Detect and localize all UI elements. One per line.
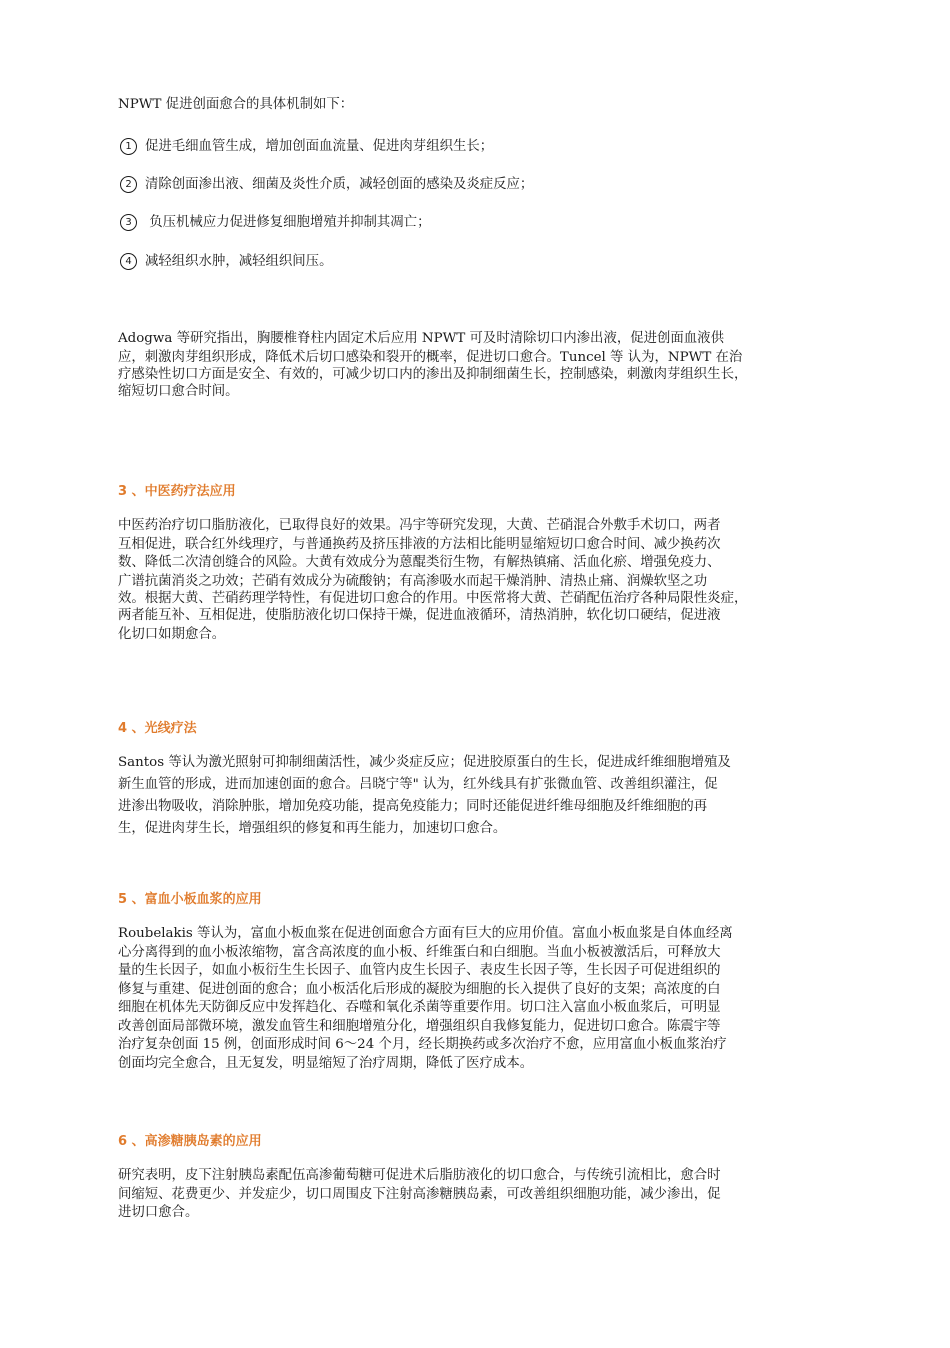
paragraph-line: 进渗出物吸收，消除肿胀，增加免疫功能，提高免疫能力；同时还能促进纤维母细胞及纤维细胞的再 <box>118 799 708 814</box>
mechanism-text: 减轻组织水肿，减轻组织间压。 <box>145 254 333 269</box>
mechanism-item <box>120 211 430 231</box>
paragraph-line: 疗感染性切口方面是安全、有效的，可减少切口内的渗出及抑制细菌生长，控制感染，刺激肉芽组织生长， <box>118 367 748 382</box>
npwt-paragraph <box>118 330 832 402</box>
circled-number: 3 <box>120 214 137 231</box>
section-paragraph <box>118 925 832 1073</box>
section-heading: 4 、光线疗法 <box>118 721 197 736</box>
paragraph-line: 互相促进，联合红外线理疗，与普通换药及挤压排液的方法相比能明显缩短切口愈合时间、减少换药次 <box>118 536 721 552</box>
mechanism-text: 清除创面渗出液、细菌及炎性介质，减轻创面的感染及炎症反应； <box>145 177 534 192</box>
section-paragraph <box>118 517 832 644</box>
circled-number: 1 <box>120 138 137 155</box>
paragraph-line: 广谱抗菌消炎之功效；芒硝有效成分为硫酸钠；有高渗吸水而起干燥消肿、清热止痛、润燥软坚之功 <box>118 573 708 589</box>
paragraph-line: 应，刺激肉芽组织形成，降低术后切口感染和裂开的概率，促进切口愈合。Tuncel 等 认为，NPWT 在治 <box>118 349 743 365</box>
section-heading: 3 、中医药疗法应用 <box>118 484 236 499</box>
paragraph-line: 进切口愈合。 <box>118 1205 199 1220</box>
circled-number: 2 <box>120 176 137 193</box>
paragraph-line: 两者能互补、互相促进，使脂肪液化切口保持干燥，促进血液循环，清热消肿，软化切口硬结，促进液 <box>118 608 721 623</box>
paragraph-line: Santos 等认为激光照射可抑制细菌活性，减少炎症反应；促进胶原蛋白的生长，促进成纤维细胞增殖及 <box>118 755 731 770</box>
paragraph-line: 心分离得到的血小板浓缩物，富含高浓度的血小板、纤维蛋白和白细胞。当血小板被激活后，可释放大 <box>118 944 721 960</box>
mechanism-item <box>120 135 493 155</box>
paragraph-line: 研究表明，皮下注射胰岛素配伍高渗葡萄糖可促进术后脂肪液化的切口愈合，与传统引流相比，愈合时 <box>118 1168 721 1183</box>
intro-text: NPWT 促进创面愈合的具体机制如下： <box>118 97 354 112</box>
mechanism-text: 负压机械应力促进修复细胞增殖并抑制其凋亡； <box>145 215 431 230</box>
paragraph-line: 新生血管的形成，进而加速创面的愈合。吕晓宁等" 认为，红外线具有扩张微血管、改善组织灌注，促 <box>118 777 718 792</box>
paragraph-line: 修复与重建、促进创面的愈合；血小板活化后形成的凝胶为细胞的长入提供了良好的支架；高浓度的白 <box>118 981 721 997</box>
paragraph-line: 化切口如期愈合。 <box>118 626 226 642</box>
paragraph-line: 创面均完全愈合，且无复发，明显缩短了治疗周期，降低了医疗成本。 <box>118 1055 534 1071</box>
mechanism-item <box>120 173 533 193</box>
paragraph-line: 缩短切口愈合时间。 <box>118 384 239 399</box>
mechanism-item <box>120 250 332 270</box>
paragraph-line: Adogwa 等研究指出，胸腰椎脊柱内固定术后应用 NPWT 可及时清除切口内渗出液，促进创面血液供 <box>118 331 724 346</box>
paragraph-line: 生，促进肉芽生长，增强组织的修复和再生能力，加速切口愈合。 <box>118 821 507 836</box>
paragraph-line: 数、降低二次清创缝合的风险。大黄有效成分为蒽醌类衍生物，有解热镇痛、活血化瘀、增强免疫力、 <box>118 555 721 570</box>
paragraph-line: 间缩短、花费更少、并发症少，切口周围皮下注射高渗糖胰岛素，可改善组织细胞功能，减少渗出，促 <box>118 1186 721 1202</box>
section-heading: 6 、高渗糖胰岛素的应用 <box>118 1134 262 1149</box>
circled-number: 4 <box>120 253 137 270</box>
paragraph-line: 治疗复杂创面 15 例，创面形成时间 6～24 个月，经长期换药或多次治疗不愈，应用富血小板血浆治疗 <box>118 1037 727 1052</box>
paragraph-line: 改善创面局部微环境，激发血管生和细胞增殖分化，增强组织自我修复能力，促进切口愈合。陈震宇等 <box>118 1018 721 1034</box>
section-paragraph <box>118 1167 832 1223</box>
intro-paragraph <box>118 96 832 115</box>
paragraph-line: 效。根据大黄、芒硝药理学特性，有促进切口愈合的作用。中医常将大黄、芒硝配伍治疗各种局限性炎症， <box>118 591 748 606</box>
paragraph-line: Roubelakis 等认为，富血小板血浆在促进创面愈合方面有巨大的应用价值。富血小板血浆是自体血经离 <box>118 926 733 941</box>
paragraph-line: 细胞在机体先天防御反应中发挥趋化、吞噬和氧化杀菌等重要作用。切口注入富血小板血浆后，可明显 <box>118 1000 721 1015</box>
paragraph-line: 量的生长因子，如血小板衍生生长因子、血管内皮生长因子、表皮生长因子等，生长因子可促进组织的 <box>118 963 721 978</box>
section-paragraph <box>118 752 832 840</box>
section-heading: 5 、富血小板血浆的应用 <box>118 892 262 907</box>
paragraph-line: 中医药治疗切口脂肪液化，已取得良好的效果。冯宇等研究发现，大黄、芒硝混合外敷手术切口，两者 <box>118 518 721 533</box>
mechanism-text: 促进毛细血管生成，增加创面血流量、促进肉芽组织生长； <box>145 139 494 154</box>
